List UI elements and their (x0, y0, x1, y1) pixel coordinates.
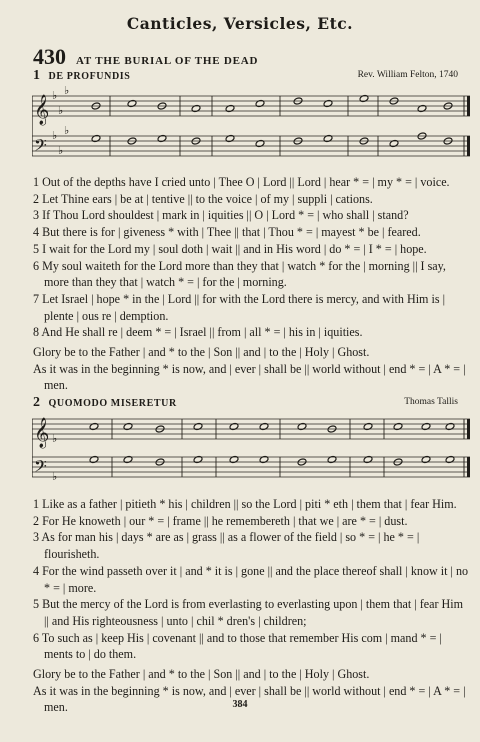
verse: 2 For He knoweth | our * = | frame || he remembereth | that we | are * = | dust. (33, 513, 408, 528)
page-number: 384 (232, 699, 248, 710)
chant-2-number: 2 (33, 395, 40, 410)
gloria-line: As it was in the beginning * is now, and | ever | shall be || world without | end * = | A * = | men. (33, 361, 466, 393)
gloria-line: As it was in the beginning * is now, and | ever | shall be || world without | end * = | A * = | men. (33, 683, 466, 715)
verse: 1 Out of the depths have I cried unto | Thee O | Lord || Lord | hear * = | my * = | voice. (33, 175, 450, 189)
chant-2-text (33, 496, 470, 716)
page-header: Canticles, Versicles, Etc. (126, 14, 354, 33)
chant-1-number: 1 (33, 68, 40, 83)
svg-text:♭: ♭ (64, 124, 70, 137)
hymn-title: AT THE BURIAL OF THE DEAD (76, 55, 259, 67)
verse: 4 But there is for | giveness * with | Thee || that | Thou * = | mayest * be | feared. (33, 225, 421, 240)
chant-2-score (32, 409, 470, 491)
svg-text:♭: ♭ (52, 470, 58, 483)
hymn-number: 430 (33, 44, 66, 69)
verse: 1 Like as a father | pitieth * his | children || so the Lord | piti * eth | them that | fear Him. (33, 497, 457, 511)
svg-text:♭: ♭ (52, 432, 58, 445)
chant-2-author: Thomas Tallis (404, 397, 458, 407)
chant-1-score (32, 84, 470, 169)
svg-text:♭: ♭ (58, 144, 64, 157)
verse: 3 As for man his | days * are as | grass || as a flower of the field | so * = | he * = | flourisheth. (33, 530, 420, 562)
verse: 5 I wait for the Lord my | soul doth | wait || and in His word | do * = | I * = | hope. (33, 241, 427, 256)
verse: 5 But the mercy of the Lord is from everlasting to everlasting upon | them that | fear Him || and His righteousness | unto | chil * dren's | children; (33, 597, 464, 628)
verse: 8 And He shall re | deem * = | Israel || from | all * = | his in | iquities. (33, 325, 363, 340)
gloria-line: Glory be to the Father | and * to the | Son || and | to the | Holy | Ghost. (33, 345, 370, 360)
chant-1-heading (33, 68, 458, 84)
treble-clef-icon: 𝄞 (34, 95, 50, 125)
svg-text:♭: ♭ (52, 89, 58, 102)
verse: 2 Let Thine ears | be at | tentive || to the voice | of my | suppli | cations. (33, 191, 373, 206)
verse: 6 My soul waiteth for the Lord more than they that | watch * for the | morning || I say, more than they that | watch * = | for the | morning. (33, 258, 446, 290)
svg-text:♭: ♭ (52, 129, 58, 142)
hymn-heading (33, 44, 453, 70)
chant-1-staff (32, 84, 470, 169)
verse: 4 For the wind passeth over it | and * it is | gone || and the place thereof shall | know it | no * = | more. (33, 563, 469, 595)
chant-1-text (33, 174, 470, 394)
chant-1-author: Rev. William Felton, 1740 (357, 70, 458, 80)
gloria-line: Glory be to the Father | and * to the | Son || and | to the | Holy | Ghost. (33, 667, 370, 682)
treble-clef-icon: 𝄞 (34, 418, 50, 448)
bass-clef-icon: 𝄢 (34, 456, 47, 480)
bass-clef-icon: 𝄢 (34, 135, 47, 159)
verse: 7 Let Israel | hope * in the | Lord || for with the Lord there is mercy, and with Him is | plente | ous re | demption. (33, 291, 445, 323)
chant-2-staff (32, 409, 470, 491)
chant-1-name: DE PROFUNDIS (48, 71, 131, 82)
svg-text:♭: ♭ (58, 104, 64, 117)
verse: 3 If Thou Lord shouldest | mark in | iquities || O | Lord * = | who shall | stand? (33, 208, 409, 223)
svg-text:♭: ♭ (64, 84, 70, 97)
verse: 6 To such as | keep His | covenant || and to those that remember His com | mand * = | ments to | do them. (33, 630, 442, 662)
chant-2-name: QUOMODO MISERETUR (48, 398, 177, 409)
